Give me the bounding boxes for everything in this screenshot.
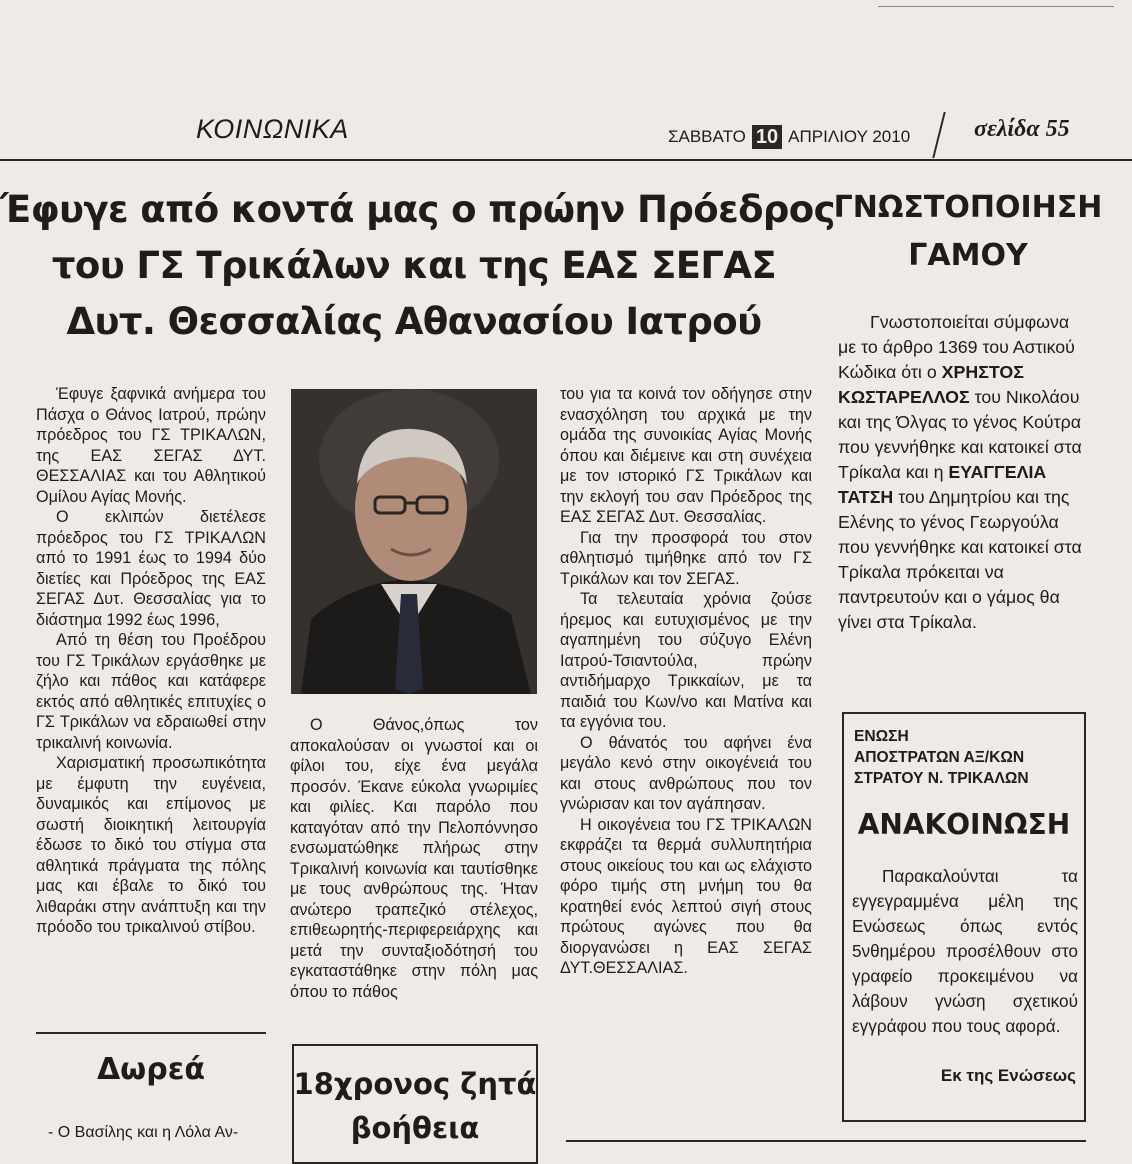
top-rule [878, 6, 1114, 7]
org-line-1: ΕΝΩΣΗ [854, 728, 909, 745]
notice-text: Γνωστοποιείται σύμφωνα με το άρθρο 1369 του Αστικού Κώδικα ότι ο [838, 312, 1075, 382]
announcement-title: ΑΝΑΚΟΙΝΩΣΗ [857, 808, 1071, 841]
notice-text: του Νικολάου και της Όλγας το γένος Κούτρα που γεννήθηκε και κατοικεί στα Τρίκαλα και η [838, 387, 1082, 482]
classified-ad-title [292, 1062, 538, 1150]
org-line-3: ΣΤΡΑΤΟΥ Ν. ΤΡΙΚΑΛΩΝ [854, 770, 1029, 787]
article-paragraph: Τα τελευταία χρόνια ζούσε ήρεμος και ευτυχισμένος με την αγαπημένη του σύζυγο Ελένη Ιατρού-Τσιαντούλα, πρώην αντιδήμαρχο Τρικκαίων, με τα παιδιά του Κων/νο και Ματίνα και τα εγγόνια του. [560, 590, 812, 731]
article-paragraph: του για τα κοινά τον οδήγησε στην ενασχόληση του αρχικά με την ομάδα της συνοικίας Αγίας Μονής όπου και διέμεινε και στη συνέχεια με τον ιστορικό ΓΣ Τρικάλων και την εκλογή του σαν Πρόεδρος της ΕΑΣ ΣΕΓΑΣ Δυτ. Θεσσαλίας. [560, 385, 812, 526]
header-slash [932, 112, 945, 158]
article-headline [0, 182, 835, 350]
announcement-organization [854, 726, 1029, 789]
article-column-1 [36, 384, 266, 938]
page-number: σελίδα 55 [974, 116, 1070, 142]
article-paragraph: Χαρισματική προσωπικότητα με έμφυτη την ευγένεια, δυναμικός και επίμονος με σωστή διοικητική λειτουργία έδωσε το δικό του στίγμα στα αθλητικά πράγματα της πόλης μας και έβαλε το δικό του λιθαράκι στην ανάπτυξη και την πρόοδο του τρικαλινού στίβου. [36, 754, 266, 936]
section-title: ΚΟΙΝΩΝΙΚΑ [196, 114, 349, 144]
headline-line-3: Δυτ. Θεσσαλίας Αθανασίου Ιατρού [66, 300, 762, 343]
bottom-rule [566, 1140, 1086, 1142]
article-column-2 [290, 715, 538, 1002]
article-paragraph: Για την προσφορά του στον αθλητισμό τιμήθηκε από τον ΓΣ Τρικάλων και τον ΣΕΓΑΣ. [560, 528, 812, 588]
marriage-notice-body [838, 310, 1086, 635]
column-divider [36, 1032, 266, 1034]
month-year: ΑΠΡΙΛΙΟΥ 2010 [788, 127, 911, 146]
groom-name: ΧΡΗΣΤΟΣ ΚΩΣΤΑΡΕΛΛΟΣ [838, 362, 1024, 407]
article-paragraph: Ο θάνατός του αφήνει ένα μεγάλο κενό στην οικογένειά του και στους ανθρώπους που τον γνώρισαν και τον αγάπησαν. [560, 733, 812, 813]
notice-title-line-2: ΓΑΜΟΥ [908, 238, 1028, 273]
bride-name: ΕΥΑΓΓΕΛΙΑ ΤΑΤΣΗ [838, 462, 1047, 507]
article-paragraph: Η οικογένεια του ΓΣ ΤΡΙΚΑΛΩΝ εκφράζει τα θερμά συλλυπητήρια στους οικείους του και ως ελάχιστο φόρο τιμής στη μνήμη του θα κρατηθεί ενός λεπτού σιγή στους πρώτους αγώνες που θα διοργανώσει η ΕΑΣ ΣΕΓΑΣ ΔΥΤ.ΘΕΣΣΑΛΙΑΣ. [560, 815, 812, 977]
announcement-text: Παρακαλούνται τα εγγεγραμμένα μέλη της Ενώσεως όπως εντός 5νθημέρου προσέλθουν στο γραφείο προκειμένου να λάβουν γνώση σχετικού εγγράφου που τους αφορά. [852, 866, 1078, 1036]
notice-text: του Δημητρίου και της Ελένης το γένος Γεωργούλα που γεννήθηκε και κατοικεί στα Τρίκαλα πρόκειται να παντρευτούν και ο γάμος θα γίνει στα Τρίκαλα. [838, 487, 1082, 632]
header-rule [0, 159, 1132, 161]
notice-title-line-1: ΓΝΩΣΤΟΠΟΙΗΣΗ [833, 190, 1103, 225]
ad-line-1: 18χρονος ζητά [293, 1067, 537, 1101]
day-name: ΣΑΒΒΑΤΟ [668, 127, 746, 146]
headline-line-2: του ΓΣ Τρικάλων και της ΕΑΣ ΣΕΓΑΣ [51, 244, 777, 287]
announcement-signature: Εκ της Ενώσεως [940, 1066, 1076, 1085]
article-paragraph: Ο Θάνος,όπως τον αποκαλούσαν οι γνωστοί και οι φίλοι του, είχε ένα μεγάλα προσόν. Έκανε εύκολα γνωριμίες και φιλίες. Και παρόλο που καταγόταν από την Πελοπόννησο ενσωματώθηκε πλήρως στην Τρικαλινή κοινωνία και ταυτίσθηκε με τους ανθρώπους της. Ήταν ανώτερο τραπεζικό στέλεχος, επιθεωρητής-περιφερειάρχης και μετά την συνταξιοδότησή του εγκαταστάθηκε στην πόλη μας όπου το πάθος [290, 716, 538, 1001]
headline-line-1: Έφυγε από κοντά μας ο πρώην Πρόεδρος [0, 188, 835, 231]
ad-line-2: βοήθεια [350, 1111, 480, 1145]
donation-text: - Ο Βασίλης και η Λόλα Αν- [48, 1124, 239, 1141]
org-line-2: ΑΠΟΣΤΡΑΤΩΝ ΑΞ/ΚΩΝ [854, 749, 1025, 766]
portrait-illustration [291, 389, 537, 694]
article-paragraph: Έφυγε ξαφνικά ανήμερα του Πάσχα ο Θάνος Ιατρού, πρώην πρόεδρος του ΓΣ ΤΡΙΚΑΛΩΝ, της ΕΑΣ ΣΕΓΑΣ ΔΥΤ. ΘΕΣΣΑΛΙΑΣ και του Αθλητικού Ομίλου Αγίας Μονής. [36, 385, 266, 506]
dateline [668, 125, 910, 149]
article-paragraph: Ο εκλιπών διετέλεσε πρόεδρος του ΓΣ ΤΡΙΚΑΛΩΝ από το 1991 έως το 1994 δύο διετίες και Πρόεδρος της ΕΑΣ ΣΕΓΑΣ Δυτ. Θεσσαλίας για το διάστημα 1992 έως 1996, [36, 508, 266, 629]
day-number: 10 [752, 125, 782, 149]
marriage-notice-title [828, 184, 1108, 280]
article-column-3 [560, 384, 812, 979]
announcement-body [852, 864, 1078, 1039]
portrait-photo [291, 389, 537, 694]
donation-title: Δωρεά [96, 1052, 206, 1087]
article-paragraph: Από τη θέση του Προέδρου του ΓΣ Τρικάλων εργάσθηκε με ζήλο και πάθος και κατάφερε εκτός από αθλητικές επιτυχίες ο ΓΣ Τρικάλων να εδραιωθεί στην τρικαλινή κοινωνία. [36, 631, 266, 752]
